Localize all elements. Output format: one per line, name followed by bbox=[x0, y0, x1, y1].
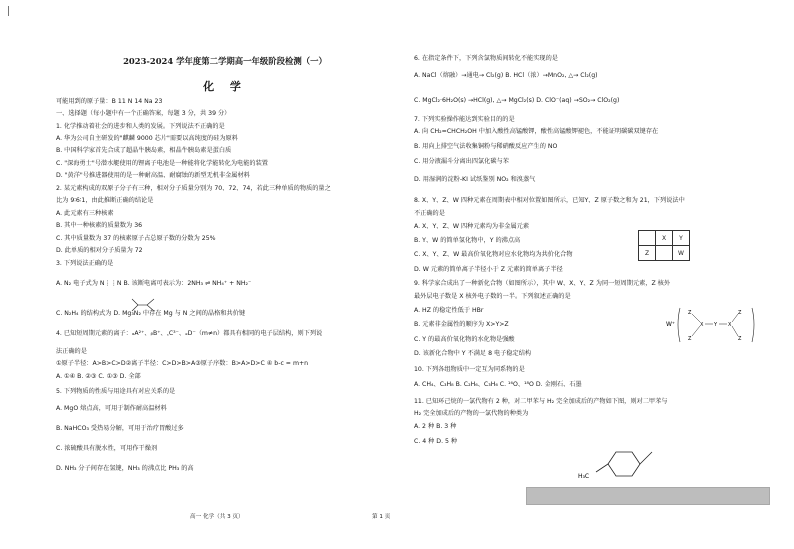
grid-cell-w: W bbox=[673, 246, 690, 261]
question-2-stem-cont: 比为 9∶6∶1，由此推断正确的结论是 bbox=[56, 197, 154, 204]
question-9-compound-diagram bbox=[666, 302, 756, 346]
question-5-stem: 5. 下列物质的性质与用途具有对应关系的是 bbox=[56, 388, 176, 395]
question-7-option-b: B. 用向上排空气法收集铜粉与稀硝酸反应产生的 NO bbox=[414, 143, 558, 150]
cyclohexane-ring bbox=[608, 452, 640, 476]
question-6-options-cd: C. MgCl₂·6H₂O(s) →HCl(g), △→ MgCl₂(s) D. ClO⁻(aq) →SO₂→ ClO₂(g) bbox=[414, 97, 620, 104]
question-1-option-d: D. "黄洋"号推进器使用的是一种耐高温、耐腐蚀的新型无机非金属材料 bbox=[56, 172, 250, 179]
question-5-option-a: A. MgO 熔点高，可用于制作耐高温材料 bbox=[56, 405, 167, 412]
question-9-option-d: D. 该新化合物中 Y 不满足 8 电子稳定结构 bbox=[414, 350, 532, 357]
question-8-element-grid bbox=[638, 230, 690, 261]
grid-cell-empty bbox=[656, 246, 673, 261]
grid-cell-y: Y bbox=[673, 231, 690, 246]
question-2-option-a: A. 此元素有三种核素 bbox=[56, 210, 114, 217]
question-3-options-ab: A. N₂ 电子式为 N⋮⋮N B. 该断电离可表示为：2NH₃ ⇌ NH₄⁺ + NH₂⁻ bbox=[56, 280, 252, 287]
question-7-option-c: C. 用分液漏斗分离出四氯化碳与苯 bbox=[414, 158, 509, 165]
question-4-stem-cont: 法正确的是 bbox=[56, 348, 87, 355]
question-6-options-ab: A. NaCl（熔融）→通电→ Cl₂(g) B. HCl（浓）→MnO₂, △→ Cl₂(g) bbox=[414, 72, 598, 79]
cation-label: W⁺ bbox=[666, 321, 676, 328]
question-8-stem-cont: 不正确的是 bbox=[414, 210, 445, 217]
question-8-option-d: D. W 元素的简单离子半径小于 Z 元素的简单离子半径 bbox=[414, 266, 563, 273]
question-11-stem: 11. 已知环己烷的一氯代物有 2 种，对二甲苯与 H₂ 完全加成后的产物如下图，则对二甲苯与 bbox=[414, 398, 668, 405]
question-6-stem: 6. 在指定条件下，下列含氯物质间转化不能实现的是 bbox=[414, 55, 558, 62]
question-11-options-ab: A. 2 种 B. 3 种 bbox=[414, 423, 457, 430]
question-1-stem: 1. 化学推动着社会的进步和人类的发展。下列说法不正确的是 bbox=[56, 123, 225, 130]
question-11-stem-cont: H₂ 完全加成后的产物的一氯代物的种类为 bbox=[414, 410, 529, 417]
methyl-bond-left bbox=[596, 464, 608, 472]
methyl-bond-right bbox=[640, 452, 652, 464]
question-2-option-d: D. 此单质的相对分子质量为 72 bbox=[56, 247, 143, 254]
grid-cell-z: Z bbox=[639, 246, 656, 261]
right-bracket bbox=[752, 308, 754, 342]
question-7-stem: 7. 下列实验操作能达到实验目的的是 bbox=[414, 116, 515, 123]
paper-title: 2023-2024 学年度第二学期高一年级阶段检测（一） bbox=[123, 56, 327, 66]
question-9-option-b: B. 元素非金属性的顺序为 X>Y>Z bbox=[414, 321, 509, 328]
scan-edge-mark bbox=[8, 6, 9, 16]
question-4-stem: 4. 已知短周期元素的离子：ₐA²⁺、ᵦB⁺、꜀C³⁻、ₔD⁻（m≠n）都具有相同的电子层结构，则下列说 bbox=[56, 330, 323, 337]
z-label: Z bbox=[688, 310, 692, 316]
x-label: X bbox=[728, 322, 732, 328]
question-8-option-a: A. X、Y、Z、W 四种元素均为非金属元素 bbox=[414, 223, 530, 230]
question-5-option-d: D. NH₃ 分子间存在氢键，NH₃ 的沸点比 PH₃ 的高 bbox=[56, 465, 194, 472]
answer-area-shaded-box bbox=[526, 487, 770, 505]
question-5-option-b: B. NaHCO₃ 受热易分解，可用于治疗胃酸过多 bbox=[56, 425, 184, 432]
question-11-dimethylcyclohexane-diagram bbox=[578, 438, 668, 484]
question-4-options: A. ①④ B. ②③ C. ①③ D. 全部 bbox=[56, 373, 141, 380]
question-9-option-c: C. Y 的最高价氧化物的水化物是强酸 bbox=[414, 336, 515, 343]
question-7-option-d: D. 用湿润的淀粉-KI 试纸鉴别 NO₂ 和溴蒸气 bbox=[414, 176, 536, 183]
question-2-option-b: B. 其中一种核素的质量数为 36 bbox=[56, 222, 143, 229]
grid-cell-x: X bbox=[656, 231, 673, 246]
footer-left: 高一 化学（共 3 页） bbox=[190, 514, 244, 520]
y-label: Y bbox=[714, 322, 718, 328]
z-label: Z bbox=[738, 310, 742, 316]
question-1-option-b: B. 中国科学家首先合成了超晶牛胰岛素，相晶牛胰岛素是蛋白质 bbox=[56, 147, 232, 154]
question-1-option-a: A. 华为公司自主研发的"麒麟 9000 芯片"需要以高纯度的硅为原料 bbox=[56, 135, 238, 142]
section-heading: 一、选择题（每小题中有一个正确答案，每题 3 分，共 39 分） bbox=[56, 110, 231, 117]
question-7-option-a: A. 向 CH₂=CHCH₂OH 中加入酸性高锰酸钾，酸性高锰酸钾褪色，不能证明碳碳双键存在 bbox=[414, 128, 659, 135]
left-bracket bbox=[678, 308, 680, 342]
subject-title: 化 学 bbox=[203, 80, 247, 93]
x-label: X bbox=[700, 322, 704, 328]
atomic-mass-line: 可能用到的原子量：B 11 N 14 Na 23 bbox=[56, 98, 163, 105]
question-3-options-cd: C. N₂H₄ 的结构式为 D. Mg₃N₂ 中存在 Mg 与 N 之间的晶格和共价键 bbox=[56, 310, 246, 317]
grid-cell-empty bbox=[639, 231, 656, 246]
question-4-statements: ①原子半径：A>B>C>D②离子半径：C>D>B>A③原子序数：B>A>D>C ④ b-c = m+n bbox=[56, 360, 309, 367]
question-10-options: A. CH₄、C₃H₈ B. C₂H₆、C₃H₆ C. ¹⁶O、¹⁸O D. 金刚石、石墨 bbox=[414, 381, 582, 388]
z-label: Z bbox=[688, 336, 692, 342]
question-10-stem: 10. 下列各组物质中一定互为同系物的是 bbox=[414, 366, 525, 373]
question-2-stem: 2. 某元素构成的双原子分子有三种，相对分子质量分别为 70、72、74，若此三种单质的物质的量之 bbox=[56, 185, 331, 192]
question-11-options-cd: C. 4 种 D. 5 种 bbox=[414, 438, 458, 445]
question-8-option-c: C. X、Y、Z、W 最高价氧化物对应水化物均为共价化合物 bbox=[414, 251, 573, 258]
question-1-option-c: C. "深海勇士"号潜水艇使用的锂离子电池是一种能将化学能转化为电能的装置 bbox=[56, 160, 268, 167]
question-2-option-c: C. 其中质量数为 37 的核素原子占总原子数的分数为 25% bbox=[56, 235, 216, 242]
hydrazine-structure-diagram bbox=[128, 296, 158, 314]
footer-page-number: 第 1 页 bbox=[372, 514, 391, 520]
question-8-option-b: B. Y、W 的简单氢化物中，Y 的沸点高 bbox=[414, 237, 521, 244]
question-5-option-c: C. 浓硫酸具有脱水性，可用作干燥剂 bbox=[56, 445, 158, 452]
question-8-stem: 8. X、Y、Z、W 四种元素在周期表中相对位置如图所示，已知Y、Z 原子数之和为 21，下列说法中 bbox=[414, 197, 685, 204]
question-3-stem: 3. 下列说法正确的是 bbox=[56, 260, 114, 267]
question-9-stem-cont: 最外层电子数是 X 核外电子数的一半。下列叙述正确的是 bbox=[414, 293, 571, 300]
question-9-option-a: A. HZ 的稳定性低于 HBr bbox=[414, 307, 484, 314]
methyl-label: H₃C bbox=[578, 473, 590, 480]
z-label: Z bbox=[738, 336, 742, 342]
question-9-stem: 9. 科学家合成出了一种新化合物（如图所示），其中 W、X、Y、Z 为同一短周期元素，Z 核外 bbox=[414, 280, 671, 287]
